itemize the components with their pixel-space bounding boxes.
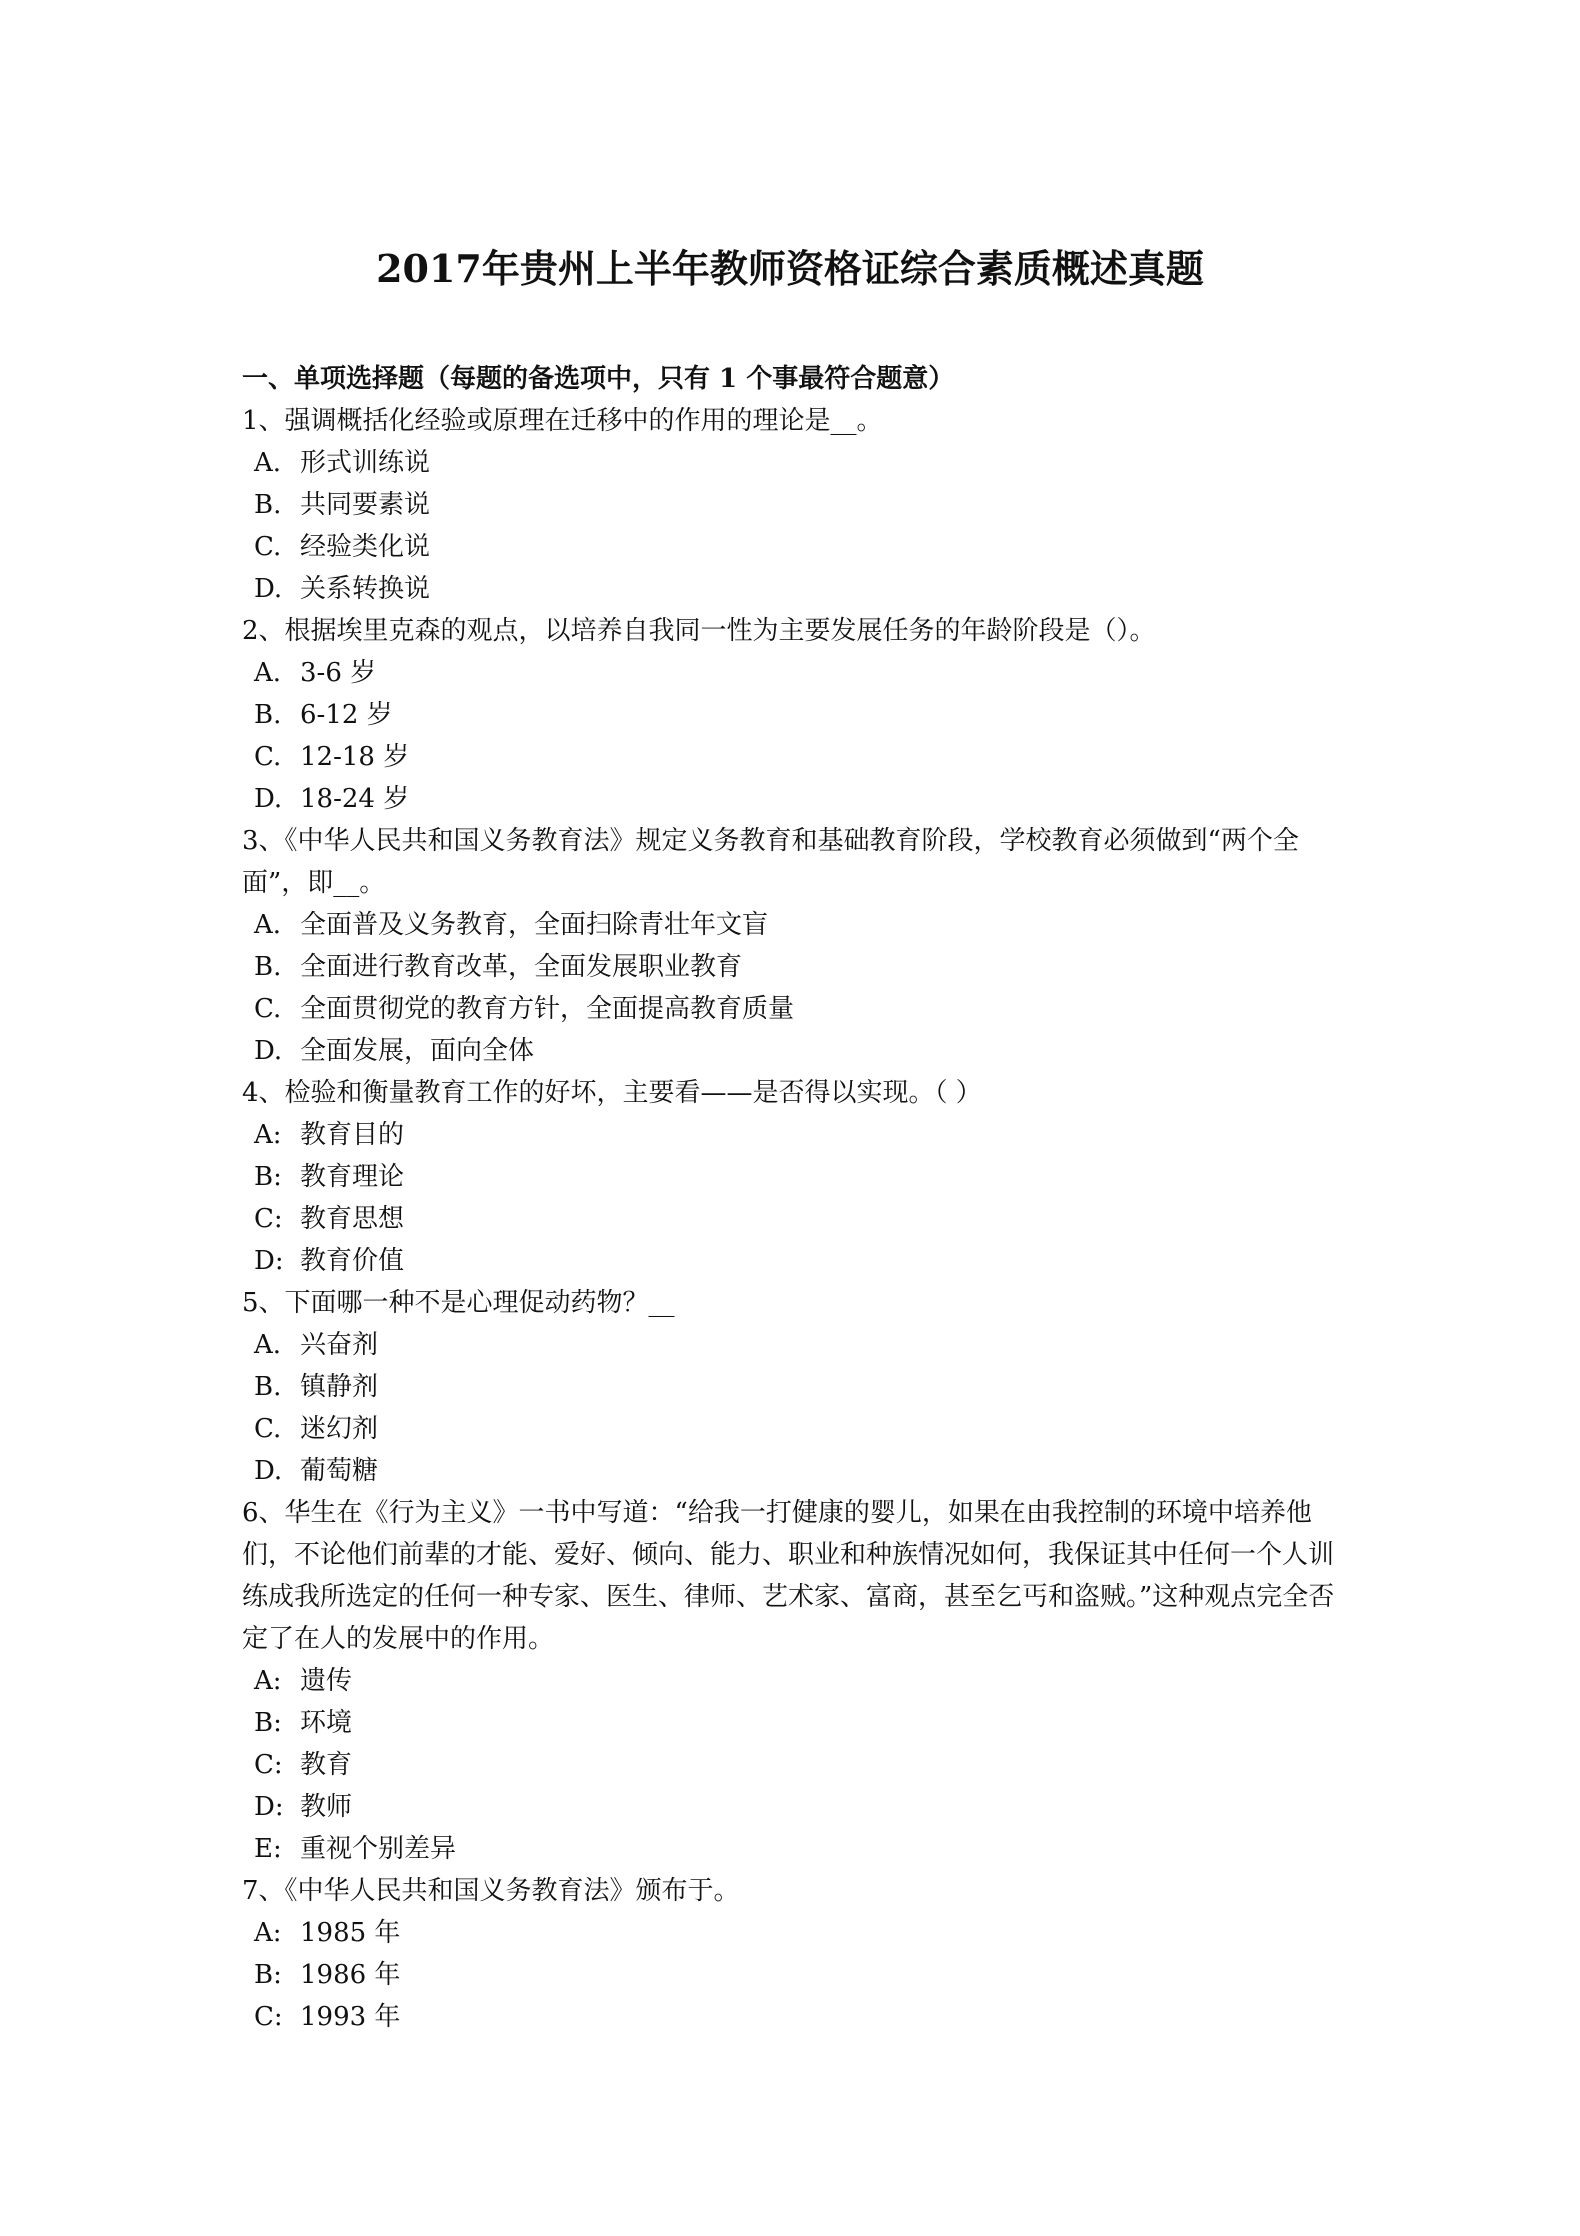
option-d (242, 1030, 1352, 1072)
option-text: 形式训练说 (300, 448, 431, 478)
option-text: 12-18 岁 (300, 742, 410, 772)
question-stem: 7、《中华人民共和国义务教育法》颁布于。 (242, 1876, 740, 1906)
option-label: C. (254, 1414, 282, 1444)
option-b (242, 1702, 1352, 1744)
option-label: D. (254, 1456, 283, 1486)
option-a (242, 652, 1352, 694)
option-label: B. (254, 700, 282, 730)
question-stem: 1、强调概括化经验或原理在迁移中的作用的理论是__。 (242, 406, 883, 436)
question-stem: 4、检验和衡量教育工作的好坏，主要看——是否得以实现。（ ） (242, 1078, 982, 1108)
option-label: B: (254, 1708, 282, 1738)
question-stem: 5、下面哪一种不是心理促动药物？__ (242, 1288, 675, 1318)
option-text: 1986 年 (300, 1960, 401, 1990)
option-label: C. (254, 994, 282, 1024)
question-2 (242, 610, 1352, 820)
option-text: 1985 年 (300, 1918, 401, 1948)
option-b (242, 484, 1352, 526)
option-text: 全面普及义务教育，全面扫除青壮年文盲 (300, 910, 769, 940)
option-label: C: (254, 1750, 283, 1780)
option-label: A. (254, 658, 282, 688)
option-label: D. (254, 1036, 283, 1066)
option-label: C: (254, 1204, 283, 1234)
option-label: A: (254, 1918, 282, 1948)
option-d (242, 568, 1352, 610)
option-b (242, 1954, 1352, 1996)
option-b (242, 946, 1352, 988)
option-text: 教师 (300, 1792, 353, 1822)
option-label: D. (254, 574, 283, 604)
page-title: 2017年贵州上半年教师资格证综合素质概述真题 (376, 246, 1204, 291)
option-label: C. (254, 742, 282, 772)
option-label: A. (254, 448, 282, 478)
option-label: A. (254, 910, 282, 940)
option-text: 环境 (300, 1708, 353, 1738)
option-label: D: (254, 1246, 284, 1276)
question-stem: 3、《中华人民共和国义务教育法》规定义务教育和基础教育阶段，学校教育必须做到“两个全面”，即__。 (242, 826, 1299, 898)
question-7 (242, 1870, 1352, 2038)
option-text: 迷幻剂 (300, 1414, 379, 1444)
option-text: 全面进行教育改革，全面发展职业教育 (300, 952, 743, 982)
question-3 (242, 820, 1352, 1072)
option-d (242, 1450, 1352, 1492)
exam-content (242, 358, 1352, 2038)
option-c (242, 1744, 1352, 1786)
section-heading: 一、单项选择题（每题的备选项中，只有 1 个事最符合题意） (242, 364, 955, 394)
option-d (242, 778, 1352, 820)
option-text: 18-24 岁 (300, 784, 410, 814)
option-label: A. (254, 1330, 282, 1360)
option-text: 镇静剂 (300, 1372, 379, 1402)
option-label: A: (254, 1666, 282, 1696)
option-text: 兴奋剂 (300, 1330, 379, 1360)
option-label: D: (254, 1792, 284, 1822)
option-label: D. (254, 784, 283, 814)
option-b (242, 694, 1352, 736)
option-text: 6-12 岁 (300, 700, 393, 730)
option-label: E: (254, 1834, 282, 1864)
option-a (242, 442, 1352, 484)
option-text: 重视个别差异 (300, 1834, 457, 1864)
option-c (242, 1996, 1352, 2038)
option-c (242, 526, 1352, 568)
option-e (242, 1828, 1352, 1870)
option-text: 教育思想 (300, 1204, 405, 1234)
option-a (242, 1660, 1352, 1702)
option-b (242, 1156, 1352, 1198)
option-b (242, 1366, 1352, 1408)
question-4 (242, 1072, 1352, 1282)
option-text: 全面贯彻党的教育方针，全面提高教育质量 (300, 994, 795, 1024)
option-label: C: (254, 2002, 283, 2032)
option-c (242, 736, 1352, 778)
option-text: 经验类化说 (300, 532, 431, 562)
option-c (242, 1408, 1352, 1450)
question-6 (242, 1492, 1352, 1870)
option-label: B: (254, 1960, 282, 1990)
option-text: 3-6 岁 (300, 658, 377, 688)
option-label: B: (254, 1162, 282, 1192)
option-label: A: (254, 1120, 282, 1150)
option-text: 共同要素说 (300, 490, 431, 520)
option-a (242, 1912, 1352, 1954)
option-text: 教育价值 (300, 1246, 405, 1276)
option-text: 1993 年 (300, 2002, 401, 2032)
option-text: 教育目的 (300, 1120, 405, 1150)
question-stem: 6、华生在《行为主义》一书中写道：“给我一打健康的婴儿，如果在由我控制的环境中培养他们，不论他们前辈的才能、爱好、倾向、能力、职业和种族情况如何，我保证其中任何一个人训练成我所选定的任何一种专家、医生、律师、艺术家、富商，甚至乞丐和盗贼。”这种观点完全否定了在人的发展中的作用。 (242, 1498, 1335, 1654)
option-a (242, 1114, 1352, 1156)
option-a (242, 1324, 1352, 1366)
option-label: B. (254, 490, 282, 520)
option-label: B. (254, 1372, 282, 1402)
option-a (242, 904, 1352, 946)
option-text: 关系转换说 (300, 574, 431, 604)
question-1 (242, 400, 1352, 610)
option-text: 遗传 (300, 1666, 353, 1696)
option-d (242, 1786, 1352, 1828)
option-d (242, 1240, 1352, 1282)
option-text: 教育理论 (300, 1162, 405, 1192)
question-5 (242, 1282, 1352, 1492)
option-c (242, 988, 1352, 1030)
option-text: 葡萄糖 (300, 1456, 379, 1486)
option-label: B. (254, 952, 282, 982)
option-c (242, 1198, 1352, 1240)
option-text: 全面发展，面向全体 (300, 1036, 535, 1066)
question-stem: 2、根据埃里克森的观点，以培养自我同一性为主要发展任务的年龄阶段是（）。 (242, 616, 1156, 646)
option-label: C. (254, 532, 282, 562)
option-text: 教育 (300, 1750, 353, 1780)
